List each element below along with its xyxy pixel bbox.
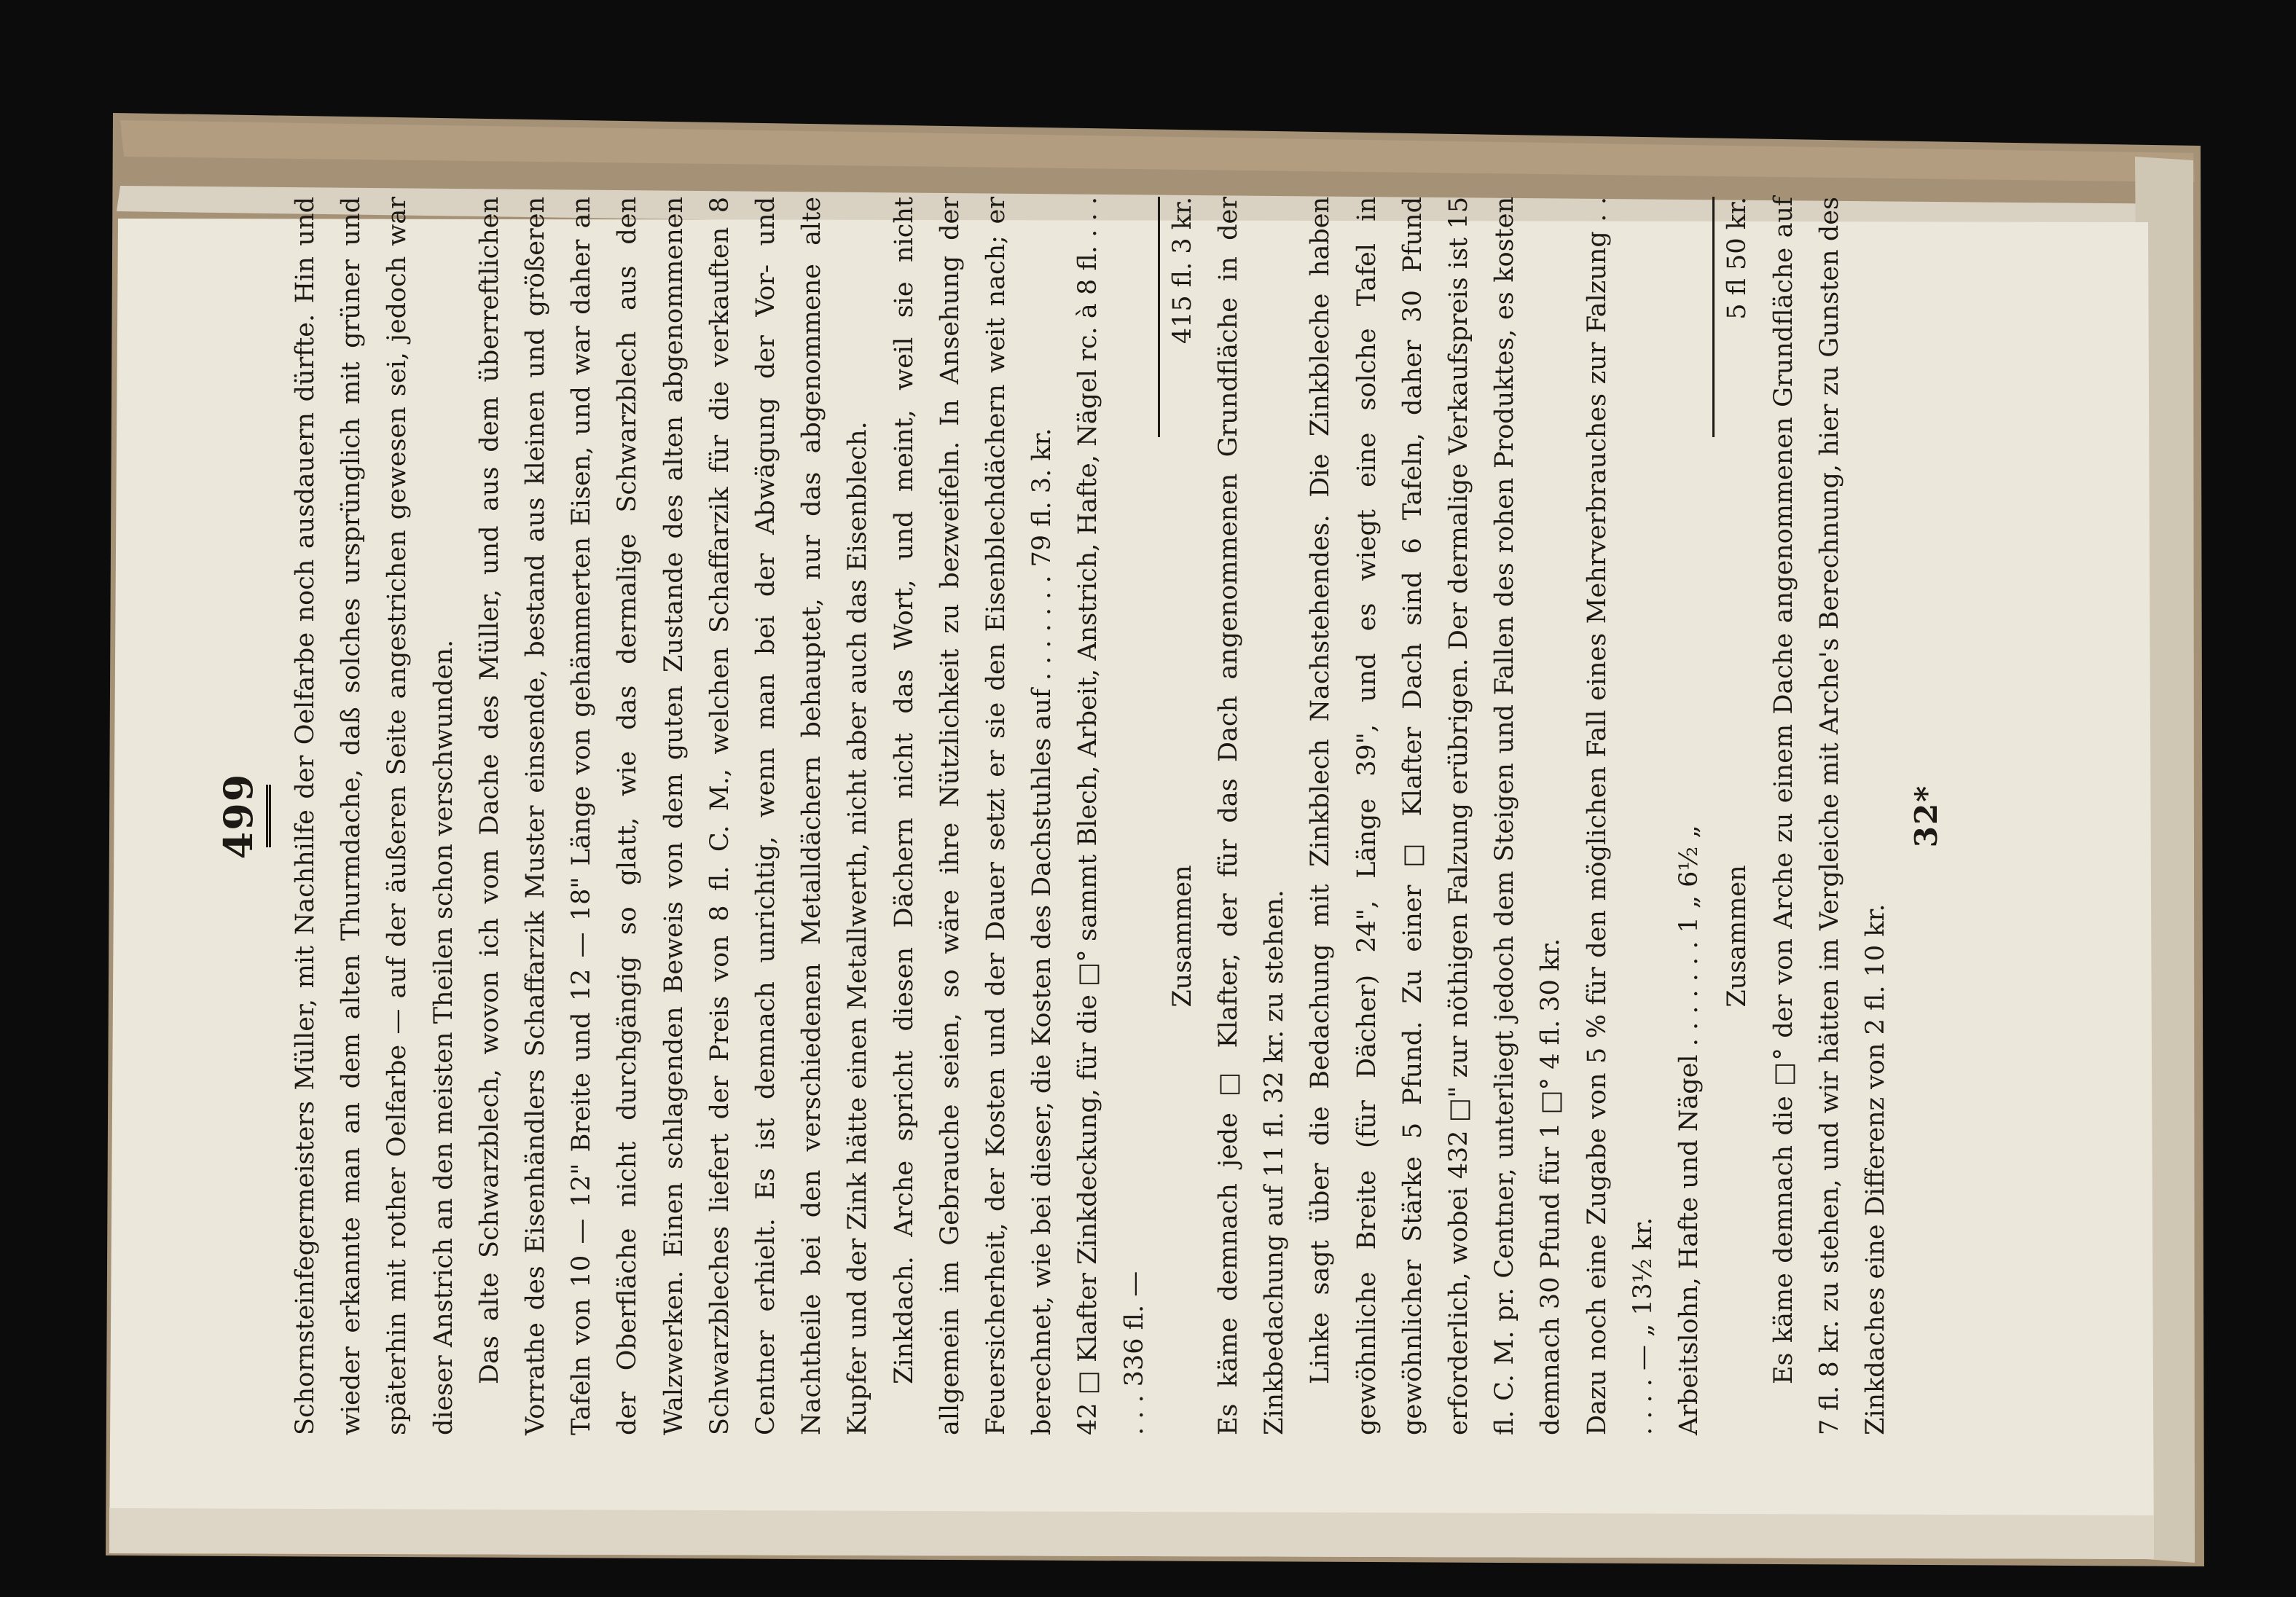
linke-total-label: Zusammen — [1723, 865, 1752, 1008]
paragraph-chimney: Schornsteinfegermeisters Müller, mit Nachhilfe der Oelfarbe noch ausdauern dürfte. Hin und wieder erkannte man an dem alten Thurmdache, daß solches ursprünglich mit grüner und späterhin mit rother Oelfarbe — auf der äußeren Seite angestrichen gewesen sei, jedoch war dieser Anstrich an den meisten Theilen schon verschwunden. — [291, 197, 458, 1435]
paragraph-labour: Arbeitslohn, Hafte und Nägel . . . . . . . 1 „ 6½ „ — [1674, 825, 1704, 1435]
paragraph-linke: Linke sagt über die Bedachung mit Zinkblech Nachstehendes. Die Zinkbleche haben gewöhnliche Breite (für Dächer) 24", Länge 39", und es wiegt eine solche Tafel in gewöhnlicher Stärke 5 Pfund. Zu einer □ Klafter Dach sind 6 Tafeln, daher 30 Pfund erforderlich, wobei 432 □" zur nöthigen Falzung erübrigen. Der dermalige Verkaufspreis ist 15 fl. C. M. pr. Centner, unterliegt jedoch dem Steigen und Fallen des rohen Produktes, es kosten demnach 30 Pfund für 1 □° 4 fl. 30 kr. — [1306, 197, 1566, 1435]
arche-total-value: 415 fl. 3 kr. — [1159, 197, 1206, 437]
page-number: 499 — [215, 772, 262, 860]
linke-total — [1712, 197, 1760, 1435]
arche-total-label: Zusammen — [1167, 865, 1197, 1008]
page-number-rule — [266, 785, 271, 847]
signature-mark: 32* — [1908, 784, 1945, 848]
paragraph-conclusion: Es käme demnach die □° der von Arche zu einem Dache angenommenen Grundfläche auf 7 fl. 8 kr. zu stehen, und wir hätten im Vergleiche mit Arche's Berechnung, hier zu Gunsten des Zinkdaches eine Differenz von 2 fl. 10 kr. — [1768, 197, 1890, 1435]
paragraph-result-arche: Es käme demnach jede □ Klafter, der für das Dach angenommenen Grundfläche in der Zinkbedachung auf 11 fl. 32 kr. zu stehen. — [1214, 197, 1290, 1435]
paragraph-zinc-roof: Zinkdach. Arche spricht diesen Dächern nicht das Wort, und meint, weil sie nicht allgemein im Gebrauche seien, so wäre ihre Nützlichkeit zu bezweifeln. In Ansehung der Feuersicherheit, der Kosten und der Dauer setzt er sie den Eisenblechdächern weit nach; er berechnet, wie bei dieser, die Kosten des Dachstuhles auf . . . . . . . 79 fl. 3. kr. — [889, 197, 1057, 1435]
page-text — [215, 168, 2080, 1464]
linke-total-value: 5 fl 50 kr. — [1714, 197, 1761, 437]
paragraph-surcharge: Dazu noch eine Zugabe von 5 % für den möglichen Fall eines Mehrverbrauches zur Falzung . . . . . . — „ 13½ kr. — [1582, 197, 1658, 1435]
arche-total — [1158, 197, 1206, 1435]
paragraph-black-sheet: Das alte Schwarzblech, wovon ich vom Dache des Müller, und aus dem überreftlichen Vorrathe des Eisenhändlers Schaffarzik Muster einsende, bestand aus kleinen und größeren Tafeln von 10 — 12" Breite und 12 — 18" Länge von gehämmerten Eisen, und war daher an der Oberfläche nicht durchgängig so glatt, wie das dermalige Schwarzblech aus den Walzwerken. Einen schlagenden Beweis von dem guten Zustande des alten abgenommenen Schwarzbleches liefert der Preis von 8 fl. C. M., welchen Schaffarzik für die verkauften 8 Centner erhielt. Es ist demnach unrichtig, wenn man bei der Abwägung der Vor- und Nachtheile bei den verschiedenen Metalldächern behauptet, nur das abgenommene alte Kupfer und der Zink hätte einen Metallwerth, nicht aber auch das Eisenblech. — [474, 197, 873, 1435]
paragraph-zinc-cover-cost: 42 □ Klafter Zinkdeckung, für die □° sammt Blech, Arbeit, Anstrich, Hafte, Nägel rc. à 8 fl. . . . . . . 336 fl. — — [1073, 197, 1149, 1435]
